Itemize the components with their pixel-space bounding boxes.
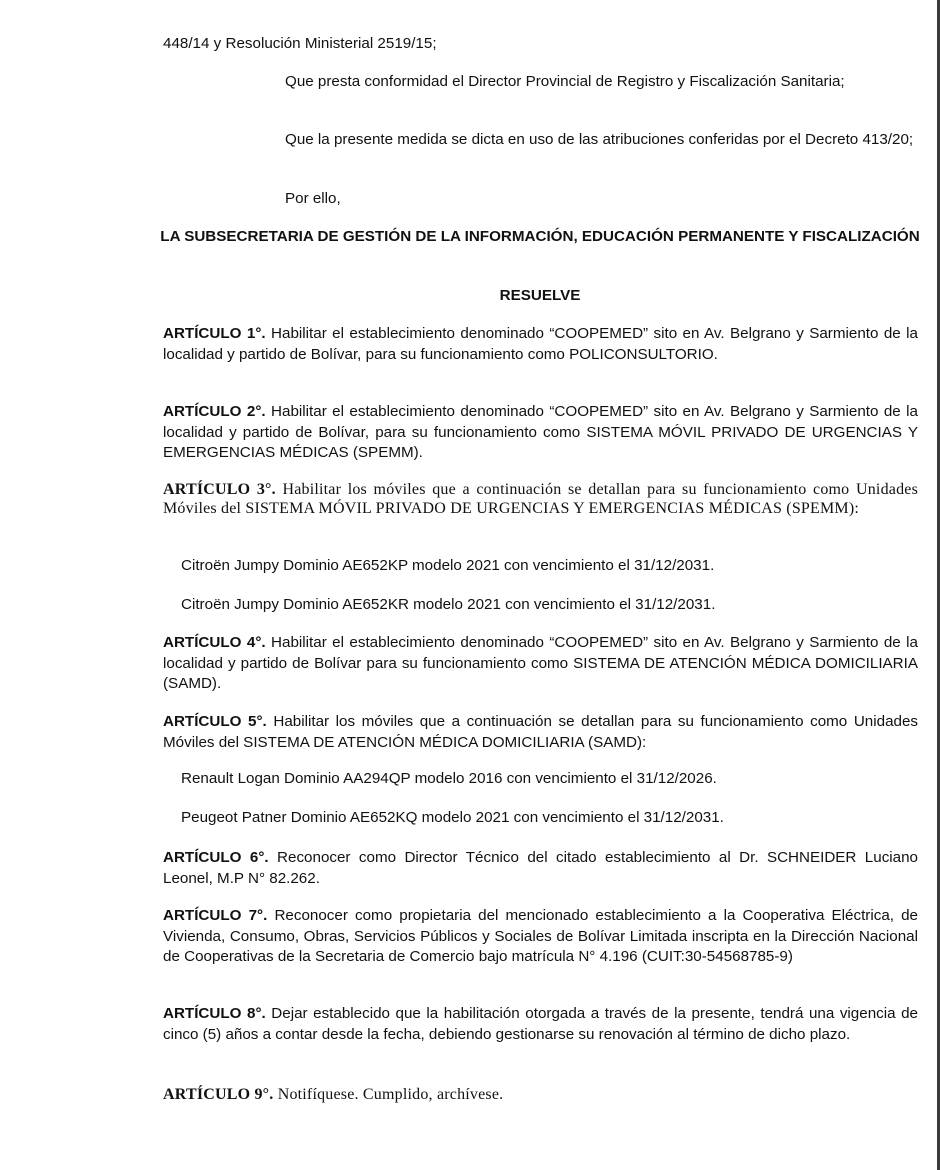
article-4-text: Habilitar el establecimiento denominado “COOPEMED” sito en Av. Belgrano y Sarmiento de la localidad y partido de Bolívar para su funcionamiento como SISTEMA DE ATENCIÓN MÉDICA DOMICILIARIA (SAMD). [163,634,918,692]
article-5-text: Habilitar los móviles que a continuación se detallan para su funcionamiento como Unidades Móviles del SISTEMA DE ATENCIÓN MÉDICA DOMICILIARIA (SAMD): [163,713,918,751]
article-8 [163,1004,918,1045]
authority-heading: LA SUBSECRETARIA DE GESTIÓN DE LA INFORMACIÓN, EDUCACIÓN PERMANENTE Y FISCALIZACIÓN [160,228,920,245]
article-9-label: ARTÍCULO 9°. [163,1086,274,1103]
article-7-label: ARTÍCULO 7°. [163,907,268,924]
article-3-label: ARTÍCULO 3°. [163,481,276,498]
vehicle-item: Renault Logan Dominio AA294QP modelo 2016 con vencimiento el 31/12/2026. [181,770,717,787]
article-3 [163,480,918,518]
vehicle-item: Peugeot Patner Dominio AE652KQ modelo 2021 con vencimiento el 31/12/2031. [181,809,724,826]
article-9-text: Notifíquese. Cumplido, archívese. [277,1086,504,1103]
article-3-text: Habilitar los móviles que a continuación se detallan para su funcionamiento como Unidades Móviles del SISTEMA MÓVIL PRIVADO DE URGENCIAS Y EMERGENCIAS MÉDICAS (SPEMM): [163,481,918,517]
considerando-conformidad: Que presta conformidad el Director Provincial de Registro y Fiscalización Sanitaria; [285,73,845,90]
article-8-text: Dejar establecido que la habilitación otorgada a través de la presente, tendrá una vigencia de cinco (5) años a contar desde la fecha, debiendo gestionarse su renovación al término de dicho plazo. [163,1005,918,1043]
article-1-label: ARTÍCULO 1°. [163,325,266,342]
article-7-text: Reconocer como propietaria del mencionado establecimiento a la Cooperativa Eléctrica, de Vivienda, Consumo, Obras, Servicios Públicos y Sociales de Bolívar Limitada inscripta en la Dirección Nacional de Cooperativas de la Secretaria de Comercio bajo matrícula N° 4.196 (CUIT:30-54568785-9) [163,907,919,965]
vehicle-item: Citroën Jumpy Dominio AE652KP modelo 2021 con vencimiento el 31/12/2031. [181,557,715,574]
article-5-label: ARTÍCULO 5°. [163,713,267,730]
article-2-text: Habilitar el establecimiento denominado “COOPEMED” sito en Av. Belgrano y Sarmiento de la localidad y partido de Bolívar, para su funcionamiento como SISTEMA MÓVIL PRIVADO DE URGENCIAS Y EMERGENCIAS MÉDICAS (SPEMM). [163,403,918,461]
article-2-label: ARTÍCULO 2°. [163,403,266,420]
vehicle-item: Citroën Jumpy Dominio AE652KR modelo 2021 con vencimiento el 31/12/2031. [181,596,716,613]
article-6-text: Reconocer como Director Técnico del citado establecimiento al Dr. SCHNEIDER Luciano Leonel, M.P N° 82.262. [163,849,919,887]
article-4-label: ARTÍCULO 4°. [163,634,266,651]
article-1-text: Habilitar el establecimiento denominado “COOPEMED” sito en Av. Belgrano y Sarmiento de la localidad y partido de Bolívar, para su funcionamiento como POLICONSULTORIO. [163,325,918,363]
article-2 [163,402,918,464]
preamble-line: 448/14 y Resolución Ministerial 2519/15; [163,35,437,52]
article-9 [163,1085,918,1104]
article-4 [163,633,918,695]
considerando-atribuciones: Que la presente medida se dicta en uso de las atribuciones conferidas por el Decreto 413/20; [285,131,914,148]
article-6-label: ARTÍCULO 6°. [163,849,269,866]
article-1 [163,324,918,365]
article-7 [163,906,918,968]
resuelve-heading: RESUELVE [499,287,581,304]
article-5 [163,712,918,753]
por-ello: Por ello, [285,190,341,207]
article-8-label: ARTÍCULO 8°. [163,1005,266,1022]
article-6 [163,848,918,889]
